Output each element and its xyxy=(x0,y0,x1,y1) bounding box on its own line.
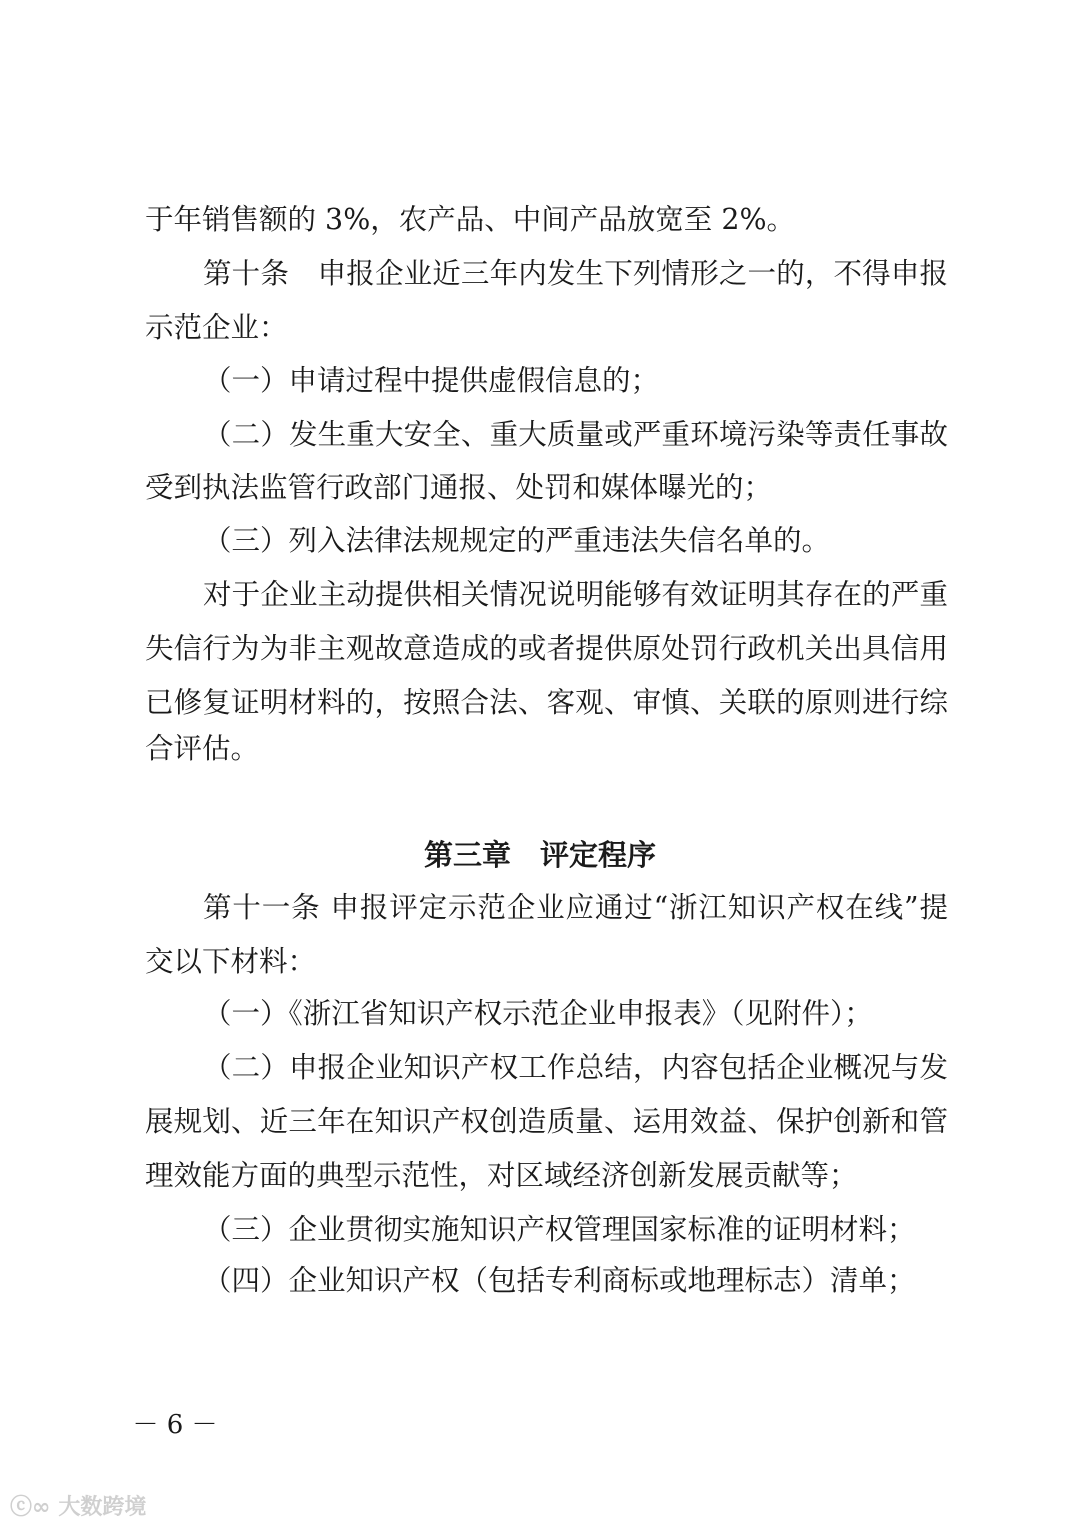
text-line: 示范企业： xyxy=(145,311,288,344)
text-line: （二）申报企业知识产权工作总结，内容包括企业概况与发 xyxy=(203,1051,948,1084)
text-line: 失信行为为非主观故意造成的或者提供原处罚行政机关出具信用 xyxy=(145,632,948,665)
text-line: （一）申请过程中提供虚假信息的； xyxy=(203,364,660,397)
text-line: 第十条 申报企业近三年内发生下列情形之一的，不得申报 xyxy=(203,257,948,290)
text-line: 受到执法监管行政部门通报、处罚和媒体曝光的； xyxy=(145,471,773,504)
text-line: （二）发生重大安全、重大质量或严重环境污染等责任事故 xyxy=(203,418,948,451)
text-line: 理效能方面的典型示范性，对区域经济创新发展贡献等； xyxy=(145,1159,858,1192)
watermark-logo-icon: ⓒ∞ xyxy=(10,1495,51,1520)
text-line: 第十一条 申报评定示范企业应通过“浙江知识产权在线”提 xyxy=(203,891,948,924)
text-line: （一）《浙江省知识产权示范企业申报表》（见附件）； xyxy=(203,997,873,1030)
chapter-heading: 第三章 评定程序 xyxy=(423,838,656,872)
watermark xyxy=(10,1490,146,1521)
text-line: （四）企业知识产权（包括专利商标或地理标志）清单； xyxy=(203,1264,916,1297)
text-line: 对于企业主动提供相关情况说明能够有效证明其存在的严重 xyxy=(203,578,948,611)
text-line: （三）企业贯彻实施知识产权管理国家标准的证明材料； xyxy=(203,1213,916,1246)
page-number: － 6 － xyxy=(132,1410,218,1440)
text-line: 展规划、近三年在知识产权创造质量、运用效益、保护创新和管 xyxy=(145,1105,948,1138)
watermark-text: 大数跨境 xyxy=(58,1495,147,1520)
text-line: （三）列入法律法规规定的严重违法失信名单的。 xyxy=(203,524,831,557)
text-line: 合评估。 xyxy=(145,732,260,765)
text-line: 已修复证明材料的，按照合法、客观、审慎、关联的原则进行综 xyxy=(145,686,948,719)
text-line: 于年销售额的 3%，农产品、中间产品放宽至 2%。 xyxy=(145,203,796,236)
text-line: 交以下材料： xyxy=(145,945,317,978)
